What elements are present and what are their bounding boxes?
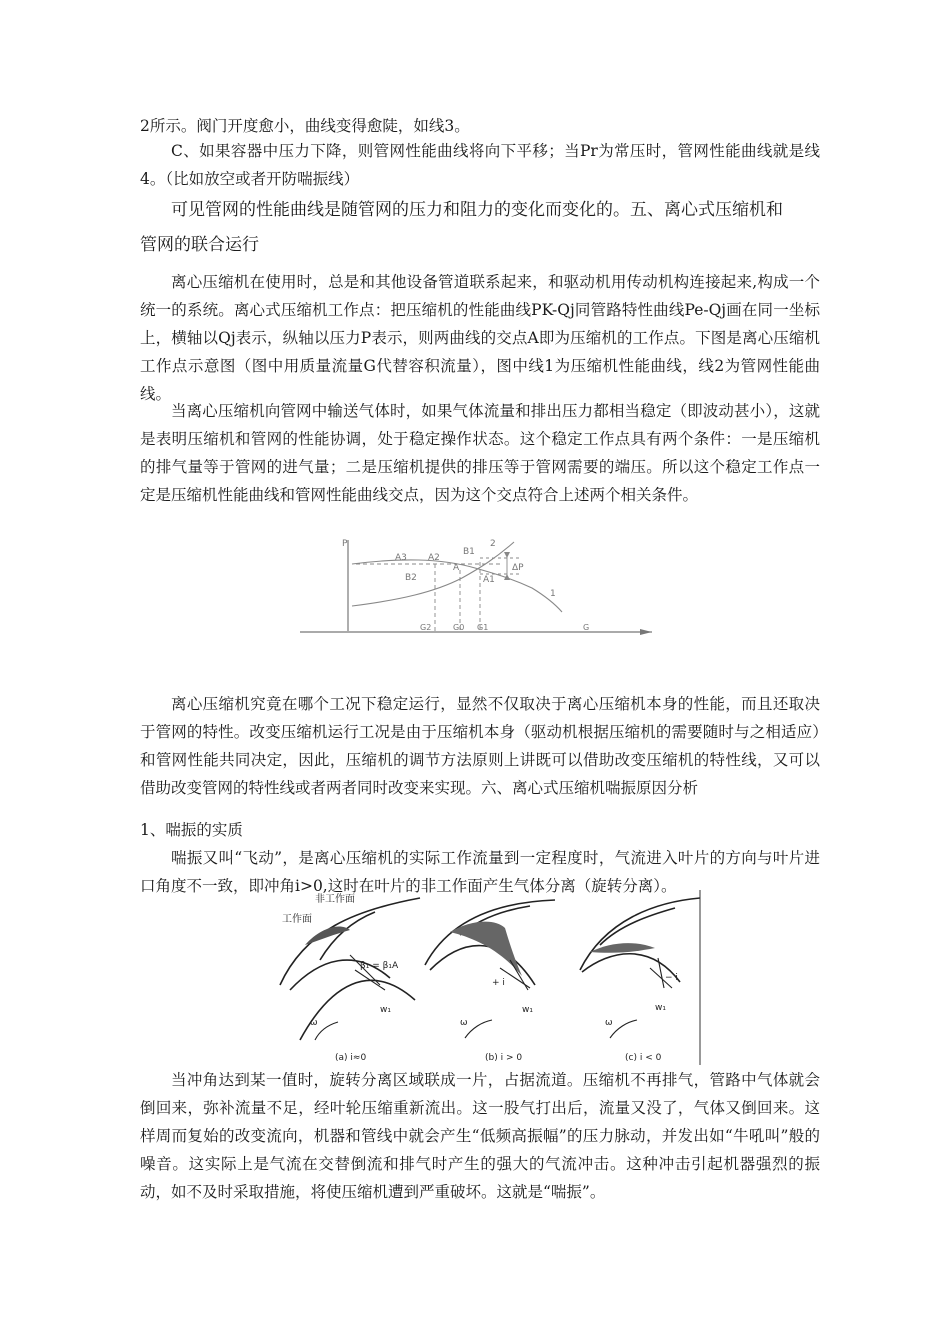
label-beta: β₁ = β₁A <box>360 961 399 971</box>
paragraph: 喘振又叫“飞动”，是离心压缩机的实际工作流量到一定程度时，气流进入叶片的方向与叶片进口角度不一致，即冲角i>0,这时在叶片的非工作面产生气体分离（旋转分离）。 <box>140 849 820 895</box>
p-axis-label: P <box>342 539 348 549</box>
label-a3: A3 <box>395 553 407 563</box>
incidence-angle-diagram <box>260 890 705 1065</box>
label-g2: G2 <box>420 623 432 632</box>
working-point-diagram <box>300 528 660 640</box>
label-w1-b: w₁ <box>522 1005 533 1015</box>
paragraph: 离心压缩机在使用时，总是和其他设备管道联系起来，和驱动机用传动机构连接起来,构成一个统一的系统。离心式压缩机工作点：把压缩机的性能曲线PK-Qj同管路特性曲线Pe-Qj画在同一坐标上，横轴以Qj表示，纵轴以压力P表示，则两曲线的交点A即为压缩机的工作点。下图是离心压缩机工作点示意图（图中用质量流量G代替容积流量），图中线1为压缩机性能曲线，线2为管网性能曲线。 <box>140 273 820 403</box>
paragraph: 2所示。阀门开度愈小，曲线变得愈陡，如线3。 <box>140 117 470 135</box>
label-b2: B2 <box>405 573 417 583</box>
label-w1-a: w₁ <box>380 1005 391 1015</box>
label-g0: G0 <box>453 623 465 632</box>
label-omega-a: ω <box>310 1018 318 1028</box>
label-omega-c: ω <box>605 1018 613 1028</box>
subsection-heading: 1、喘振的实质 <box>140 821 243 839</box>
caption-b: (b) i > 0 <box>485 1053 523 1063</box>
label-b1: B1 <box>463 547 475 557</box>
label-curve-1: 1 <box>550 589 556 599</box>
caption-a: (a) i≈0 <box>335 1053 367 1063</box>
caption-c: (c) i < 0 <box>625 1053 662 1063</box>
label-a2: A2 <box>428 553 440 563</box>
paragraph: 当离心压缩机向管网中输送气体时，如果气体流量和排出压力都相当稳定（即波动甚小），这就是表明压缩机和管网的性能协调，处于稳定操作状态。这个稳定工作点具有两个条件：一是压缩机的排气量等于管网的进气量；二是压缩机提供的排压等于管网需要的端压。所以这个稳定工作点一定是压缩机性能曲线和管网性能曲线交点，因为这个交点符合上述两个相关条件。 <box>140 402 820 504</box>
label-g1: G1 <box>477 623 489 632</box>
label-minus-i: − i <box>665 973 678 983</box>
label-w1-c: w₁ <box>655 1003 666 1013</box>
label-delta-p: ΔP <box>512 563 524 573</box>
paragraph: C、如果容器中压力下降，则管网性能曲线将向下平移；当Pr为常压时，管网性能曲线就是线4。（比如放空或者开防喘振线） <box>140 142 820 188</box>
paragraph: 当冲角达到某一值时，旋转分离区域联成一片，占据流道。压缩机不再排气，管路中气体就会倒回来，弥补流量不足，经叶轮压缩重新流出。这一股气打出后，流量又没了，气体又倒回来。这样周而复始的改变流向，机器和管线中就会产生“低频高振幅”的压力脉动，并发出如“牛吼叫”般的噪音。这实际上是气流在交替倒流和排气时产生的强大的气流冲击。这种冲击引起机器强烈的振动，如不及时采取措施，将使压缩机遭到严重破坏。这就是“喘振”。 <box>140 1071 820 1201</box>
label-omega-b: ω <box>460 1018 468 1028</box>
label-non-work-face: 非工作面 <box>315 894 355 905</box>
label-plus-i: + i <box>492 978 505 988</box>
paragraph-section-heading: 可见管网的性能曲线是随管网的压力和阻力的变化而变化的。五、离心式压缩机和 <box>171 200 783 220</box>
label-a: A <box>453 563 460 573</box>
label-work-face: 工作面 <box>282 914 312 925</box>
label-curve-2: 2 <box>490 539 496 549</box>
paragraph: 离心压缩机究竟在哪个工况下稳定运行，显然不仅取决于离心压缩机本身的性能，而且还取决于管网的特性。改变压缩机运行工况是由于压缩机本身（驱动机根据压缩机的需要随时与之相适应）和管网性能共同决定，因此，压缩机的调节方法原则上讲既可以借助改变压缩机的特性线，又可以借助改变管网的特性线或者两者同时改变来实现。六、离心式压缩机喘振原因分析 <box>140 695 820 797</box>
label-a1: A1 <box>483 575 495 585</box>
section-heading: 管网的联合运行 <box>140 235 259 255</box>
g-axis-label: G <box>583 623 590 632</box>
